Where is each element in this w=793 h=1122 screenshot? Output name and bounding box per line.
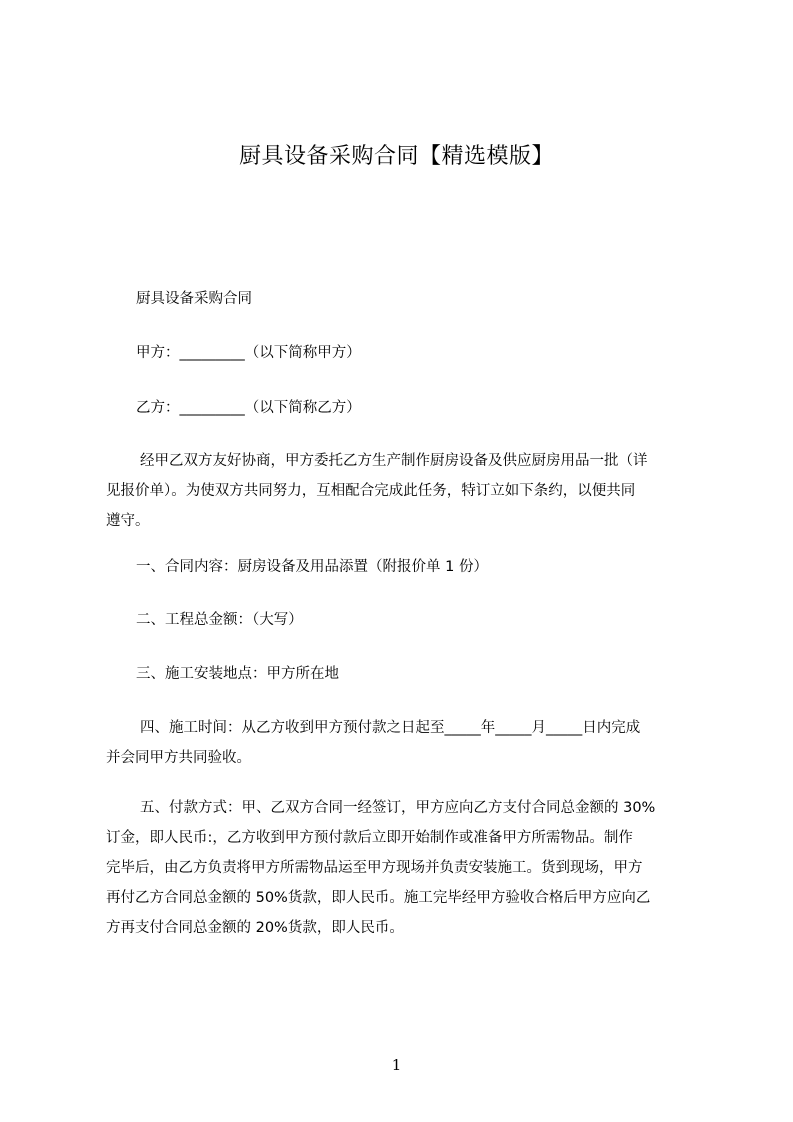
- intro-line: 遵守。: [106, 513, 150, 529]
- clause-5-line: 方再支付合同总金额的 20%货款，即人民币。: [106, 920, 404, 936]
- clause-5-line: 再付乙方合同总金额的 50%货款，即人民币。施工完毕经甲方验收合格后甲方应向乙: [106, 890, 651, 906]
- clause-3: 三、施工安装地点：甲方所在地: [136, 666, 339, 682]
- clause-2: 二、工程总金额：（大写）: [136, 612, 303, 628]
- clause-1: 一、合同内容：厨房设备及用品添置（附报价单 1 份）: [136, 559, 488, 575]
- intro-line: 见报价单）。为使双方共同努力，互相配合完成此任务，特订立如下条约，以便共同: [106, 483, 636, 499]
- clause-5-line: 完毕后，由乙方负责将甲方所需物品运至甲方现场并负责安装施工。货到现场，甲方: [106, 860, 643, 876]
- clause-5-line: 五、付款方式：甲、乙双方合同一经签订，甲方应向乙方支付合同总金额的 30%: [140, 800, 656, 816]
- page-number: 1: [391, 1056, 402, 1074]
- document-title: 厨具设备采购合同【精选模版】: [238, 144, 554, 169]
- clause-5-line: 订金，即人民币:，乙方收到甲方预付款后立即开始制作或准备甲方所需物品。制作: [106, 830, 633, 846]
- party-b-line: 乙方：_________（以下简称乙方）: [136, 400, 361, 416]
- clause-4: [106, 713, 640, 773]
- intro-paragraph: [106, 446, 648, 536]
- intro-line: 经甲乙双方友好协商，甲方委托乙方生产制作厨房设备及供应厨房用品一批（详: [140, 453, 648, 469]
- clause-4-line: 四、施工时间：从乙方收到甲方预付款之日起至_____年_____月_____日内完成: [140, 720, 641, 736]
- clause-5: [106, 793, 655, 943]
- clause-4-line: 并会同甲方共同验收。: [106, 750, 251, 766]
- party-a-line: 甲方：_________（以下简称甲方）: [136, 345, 361, 361]
- contract-subtitle: 厨具设备采购合同: [136, 291, 252, 307]
